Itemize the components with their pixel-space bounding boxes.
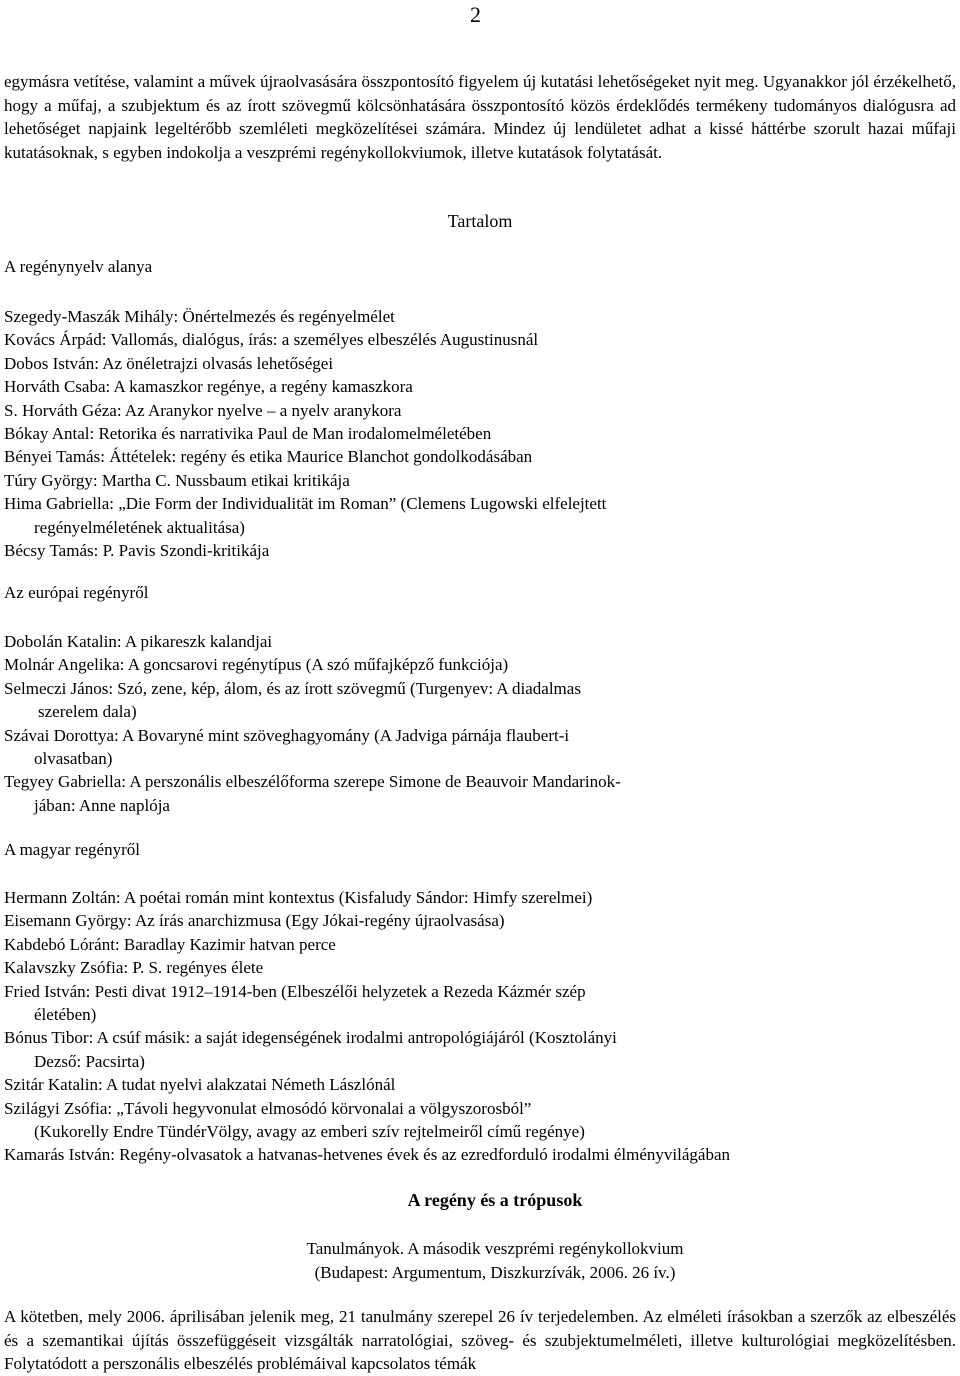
toc-entry xyxy=(4,422,944,445)
final-paragraph: A kötetben, mely 2006. áprilisában jelenik meg, 21 tanulmány szerepel 26 ív terjedelemben. Az elméleti írásokban a szerzők az elbeszélés és a szemantikai újítás összefüggéseit vizsgálták narratológiai, szöveg- és szubjektumelméleti, illetve kulturológiai megközelítésben. Folytatódott a perszonális elbeszélés problémáival kapcsolatos témák xyxy=(4,1307,956,1373)
toc-entry xyxy=(4,653,944,676)
toc-entry xyxy=(4,886,944,909)
toc-entry xyxy=(4,375,944,398)
toc-entry-text: Szitár Katalin: A tudat nyelvi alakzatai Németh Lászlónál xyxy=(4,1075,396,1095)
toc-entry xyxy=(4,909,944,932)
toc-entry xyxy=(4,539,944,562)
section-heading-1: A regénynyelv alanya xyxy=(4,257,153,276)
toc-entry xyxy=(4,933,944,956)
toc-entry xyxy=(4,770,944,793)
toc-entry-continuation: regényelméletének aktualitása) xyxy=(34,517,245,537)
toc-entry-text: Túry György: Martha C. Nussbaum etikai kritikája xyxy=(4,470,350,490)
contents-title: Tartalom xyxy=(447,211,513,231)
toc-section-2 xyxy=(4,630,944,817)
toc-entry xyxy=(4,399,944,422)
toc-entry xyxy=(4,1026,944,1049)
toc-entry-text: Kabdebó Lóránt: Baradlay Kazimir hatvan perce xyxy=(4,934,336,954)
toc-entry-text: Eisemann György: Az írás anarchizmusa (Egy Jókai-regény újraolvasása) xyxy=(4,911,505,931)
publication-line-1: Tanulmányok. A második veszprémi regénykollokvium xyxy=(306,1239,684,1258)
toc-entry-text: Hima Gabriella: „Die Form der Individualität im Roman” (Clemens Lugowski elfelejtett xyxy=(4,494,607,514)
toc-entry-text: Szilágyi Zsófia: „Távoli hegyvonulat elmosódó körvonalai a völgyszorosból” xyxy=(4,1098,532,1118)
toc-entry-text: Dobolán Katalin: A pikareszk kalandjai xyxy=(4,632,273,651)
toc-entry-text: Fried István: Pesti divat 1912–1914-ben (Elbeszélői helyzetek a Rezeda Kázmér szép xyxy=(4,981,586,1001)
toc-entry-text: Bónus Tibor: A csúf másik: a saját idegenségének irodalmi antropológiájáról (Kosztolányi xyxy=(4,1028,617,1048)
toc-entry xyxy=(4,305,944,328)
toc-entry-continuation: olvasatban) xyxy=(34,749,113,769)
toc-entry-text: Szegedy-Maszák Mihály: Önértelmezés és regényelmélet xyxy=(4,307,395,326)
toc-entry-text: S. Horváth Géza: Az Aranykor nyelve – a nyelv aranykora xyxy=(4,400,402,420)
page-number: 2 xyxy=(470,2,481,27)
toc-entry-text: Tegyey Gabriella: A perszonális elbeszélőforma szerepe Simone de Beauvoir Mandarinok- xyxy=(4,772,621,792)
toc-entry-text: Szávai Dorottya: A Bovaryné mint szöveghagyomány (A Jadviga párnája flaubert-i xyxy=(4,725,570,745)
publication-info xyxy=(0,1237,960,1285)
toc-entry-text: Hermann Zoltán: A poétai román mint kontextus (Kisfaludy Sándor: Himfy szerelmei) xyxy=(4,888,593,907)
toc-entry xyxy=(4,492,944,515)
toc-entry xyxy=(4,352,944,375)
toc-entry xyxy=(4,980,944,1003)
toc-entry-text: Molnár Angelika: A goncsarovi regénytípus (A szó műfajképző funkciója) xyxy=(4,655,509,675)
toc-entry-continuation: (Kukorelly Endre TündérVölgy, avagy az emberi szív rejtelmeiről című regénye) xyxy=(34,1122,585,1142)
toc-section-1 xyxy=(4,305,944,562)
toc-entry xyxy=(4,445,944,468)
toc-entry-text: Kalavszky Zsófia: P. S. regényes élete xyxy=(4,958,264,978)
toc-entry xyxy=(4,1073,944,1096)
toc-entry-text: Bényei Tamás: Áttételek: regény és etika Maurice Blanchot gondolkodásában xyxy=(4,447,533,467)
toc-entry xyxy=(4,328,944,351)
toc-entry-continuation: jában: Anne naplója xyxy=(34,795,170,815)
toc-entry-text: Selmeczi János: Szó, zene, kép, álom, és az írott szövegmű (Turgenyev: A diadalmas xyxy=(4,678,581,698)
toc-entry xyxy=(4,724,944,747)
toc-entry-text: Dobos István: Az önéletrajzi olvasás lehetőségei xyxy=(4,353,334,373)
toc-entry-text: Bókay Antal: Retorika és narrativika Paul de Man irodalomelméletében xyxy=(4,424,492,444)
section-heading-2: Az európai regényről xyxy=(4,583,149,602)
intro-paragraph: egymásra vetítése, valamint a művek újraolvasására összpontosító figyelem új kutatási lehetőségeket nyit meg. Ugyanakkor jól érzékelhető, hogy a műfaj, a szubjektum és az írott szövegmű kölcsönhatására összpontosító közös érdeklődés termékeny tudományos dialógusra ad lehetőséget napjaink legeltérőbb szemléleti megközelítései számára. Mindez új lendületet adhat a kissé háttérbe szorult hazai műfaji kutatásoknak, s egyben indokolja a veszprémi regénykollokviumok, illetve kutatások folytatását. xyxy=(4,72,956,162)
toc-entry xyxy=(4,956,944,979)
toc-entry-continuation: Dezső: Pacsirta) xyxy=(34,1051,145,1071)
toc-entry-continuation: életében) xyxy=(34,1005,97,1025)
publication-line-2: (Budapest: Argumentum, Diszkurzívák, 2006. 26 ív.) xyxy=(314,1263,676,1282)
toc-entry xyxy=(4,1097,944,1120)
toc-entry xyxy=(4,677,944,700)
toc-entry-text: Horváth Csaba: A kamaszkor regénye, a regény kamaszkora xyxy=(4,377,413,397)
toc-entry xyxy=(4,1143,944,1166)
toc-entry xyxy=(4,630,944,653)
toc-entry-text: Bécsy Tamás: P. Pavis Szondi-kritikája xyxy=(4,541,270,561)
toc-section-3 xyxy=(4,886,944,1167)
book-title: A regény és a trópusok xyxy=(407,1190,583,1210)
toc-entry-text: Kamarás István: Regény-olvasatok a hatvanas-hetvenes évek és az ezredforduló irodalmi élményvilágában xyxy=(4,1145,730,1165)
toc-entry-continuation: szerelem dala) xyxy=(38,702,137,722)
section-heading-3: A magyar regényről xyxy=(4,840,140,859)
toc-entry-text: Kovács Árpád: Vallomás, dialógus, írás: a személyes elbeszélés Augustinusnál xyxy=(4,330,539,350)
toc-entry xyxy=(4,469,944,492)
